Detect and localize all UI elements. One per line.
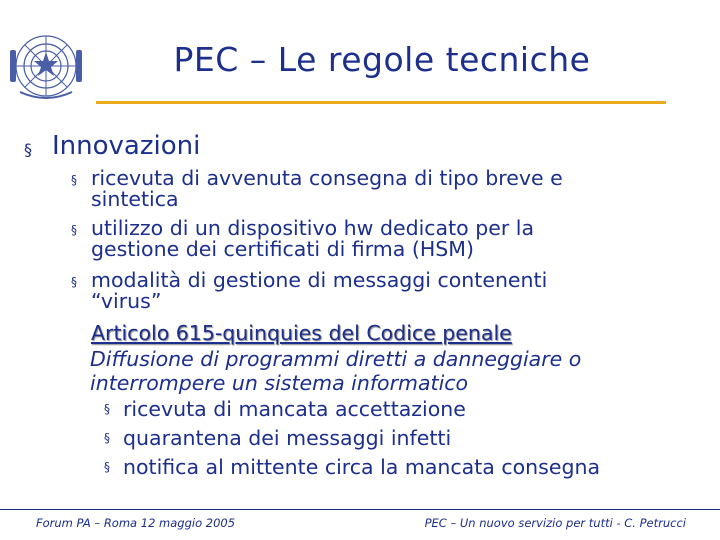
sub-list-item: quarantena dei messaggi infetti <box>123 426 452 450</box>
article-description-line: interrompere un sistema informatico <box>90 371 469 395</box>
list-item <box>91 168 691 210</box>
list-item-line: gestione dei certificati di firma (HSM) <box>91 237 474 261</box>
footer-event: Forum PA – Roma 12 maggio 2005 <box>36 516 236 530</box>
slide-title: PEC – Le regole tecniche <box>173 40 591 79</box>
list-item-line: “virus” <box>91 289 162 313</box>
list-item <box>91 218 691 260</box>
list-item-line: modalità di gestione di messaggi contenenti <box>91 268 548 292</box>
bullet-icon: § <box>104 431 110 445</box>
list-item-line: utilizzo di un dispositivo hw dedicato per la <box>91 216 535 240</box>
sub-list-item: ricevuta di mancata accettazione <box>123 397 466 421</box>
footer-divider <box>0 509 720 510</box>
section-heading: Innovazioni <box>52 131 201 161</box>
list-item <box>91 270 691 312</box>
italian-republic-emblem-icon <box>8 28 84 104</box>
penal-code-link[interactable]: Articolo 615-quinquies del Codice penale <box>91 321 512 345</box>
bullet-icon: § <box>104 460 110 474</box>
list-item-line: ricevuta di avvenuta consegna di tipo breve e <box>91 166 563 190</box>
footer-credit: PEC – Un nuovo servizio per tutti - C. Petrucci <box>424 516 686 530</box>
bullet-icon: § <box>104 402 110 416</box>
list-item-line: sintetica <box>91 187 179 211</box>
bullet-icon: § <box>24 140 32 159</box>
bullet-icon: § <box>71 275 77 289</box>
title-underline <box>96 101 666 104</box>
article-description <box>90 347 710 395</box>
sub-list-item: notifica al mittente circa la mancata consegna <box>123 455 601 479</box>
bullet-icon: § <box>71 223 77 237</box>
article-description-line: Diffusione di programmi diretti a danneggiare o <box>90 347 582 371</box>
bullet-icon: § <box>71 173 77 187</box>
